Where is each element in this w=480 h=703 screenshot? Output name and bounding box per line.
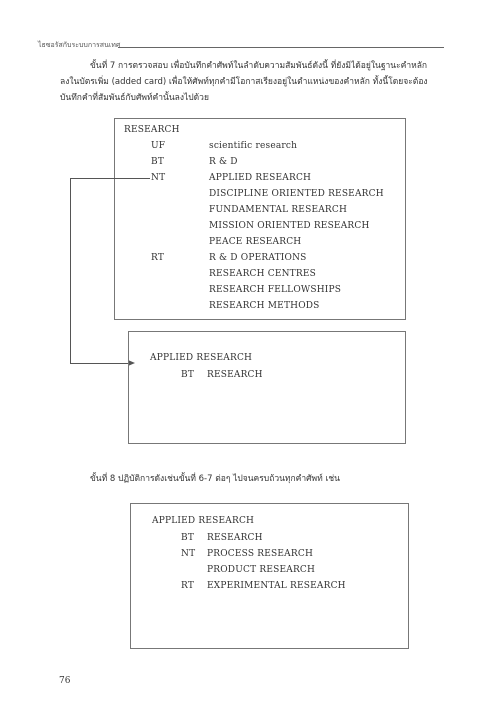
card1-uf-value: scientific research <box>209 141 298 151</box>
card3-bt-tag: BT <box>181 533 195 543</box>
card1-nt-tag: NT <box>151 173 166 183</box>
card1-head-term: RESEARCH <box>124 125 180 135</box>
header-rule <box>118 47 444 48</box>
card1-nt-item: APPLIED RESEARCH <box>209 173 312 183</box>
card3-nt-item: PRODUCT RESEARCH <box>207 565 316 575</box>
connector-vertical <box>70 178 71 364</box>
thesaurus-card-applied-research <box>128 331 406 444</box>
card2-head-term: APPLIED RESEARCH <box>150 353 253 363</box>
step8-line-1: ขั้นที่ 8 ปฏิบัติการดังเช่นขั้นที่ 6-7 ต่อๆ ไปจนครบถ้วนทุกคำศัพท์ เช่น <box>90 474 340 484</box>
card1-rt-item: R & D OPERATIONS <box>209 253 307 263</box>
card1-nt-item: PEACE RESEARCH <box>209 237 302 247</box>
step7-line-3: บันทึกคำที่สัมพันธ์กับศัพท์คำนั้นลงไปด้วย <box>60 93 209 103</box>
card2-bt-tag: BT <box>181 370 195 380</box>
card1-nt-item: FUNDAMENTAL RESEARCH <box>209 205 348 215</box>
card1-bt-value: R & D <box>209 157 238 167</box>
card3-nt-tag: NT <box>181 549 196 559</box>
page-number: 76 <box>59 676 71 686</box>
running-header: ไธซอรัสกับระบบการสนเทศ <box>38 41 121 49</box>
card1-rt-item: RESEARCH METHODS <box>209 301 320 311</box>
card1-rt-item: RESEARCH FELLOWSHIPS <box>209 285 342 295</box>
card3-rt-value: EXPERIMENTAL RESEARCH <box>207 581 346 591</box>
card1-nt-item: DISCIPLINE ORIENTED RESEARCH <box>209 189 384 199</box>
card3-rt-tag: RT <box>181 581 195 591</box>
connector-horizontal-top <box>70 178 150 179</box>
card1-rt-tag: RT <box>151 253 165 263</box>
card3-nt-item: PROCESS RESEARCH <box>207 549 313 559</box>
card3-bt-value: RESEARCH <box>207 533 263 543</box>
card3-head-term: APPLIED RESEARCH <box>152 516 255 526</box>
card1-uf-tag: UF <box>151 141 166 151</box>
card2-bt-value: RESEARCH <box>207 370 263 380</box>
step7-line-2: ลงในบัตรเพิ่ม (added card) เพื่อให้ศัพท์ทุกคำมีโอกาสเรียงอยู่ในตำแหน่งของคำหลัก ทั้งนี้โดยจะต้อง <box>60 77 428 87</box>
step7-line-1: ขั้นที่ 7 การตรวจสอบ เพื่อบันทึกคำศัพท์ในลำดับความสัมพันธ์ดังนี้ ที่ยังมิได้อยู่ในฐานะคำหลัก <box>90 61 428 71</box>
connector-horizontal-bottom <box>70 363 128 364</box>
card1-bt-tag: BT <box>151 157 165 167</box>
card1-rt-item: RESEARCH CENTRES <box>209 269 316 279</box>
card1-nt-item: MISSION ORIENTED RESEARCH <box>209 221 370 231</box>
